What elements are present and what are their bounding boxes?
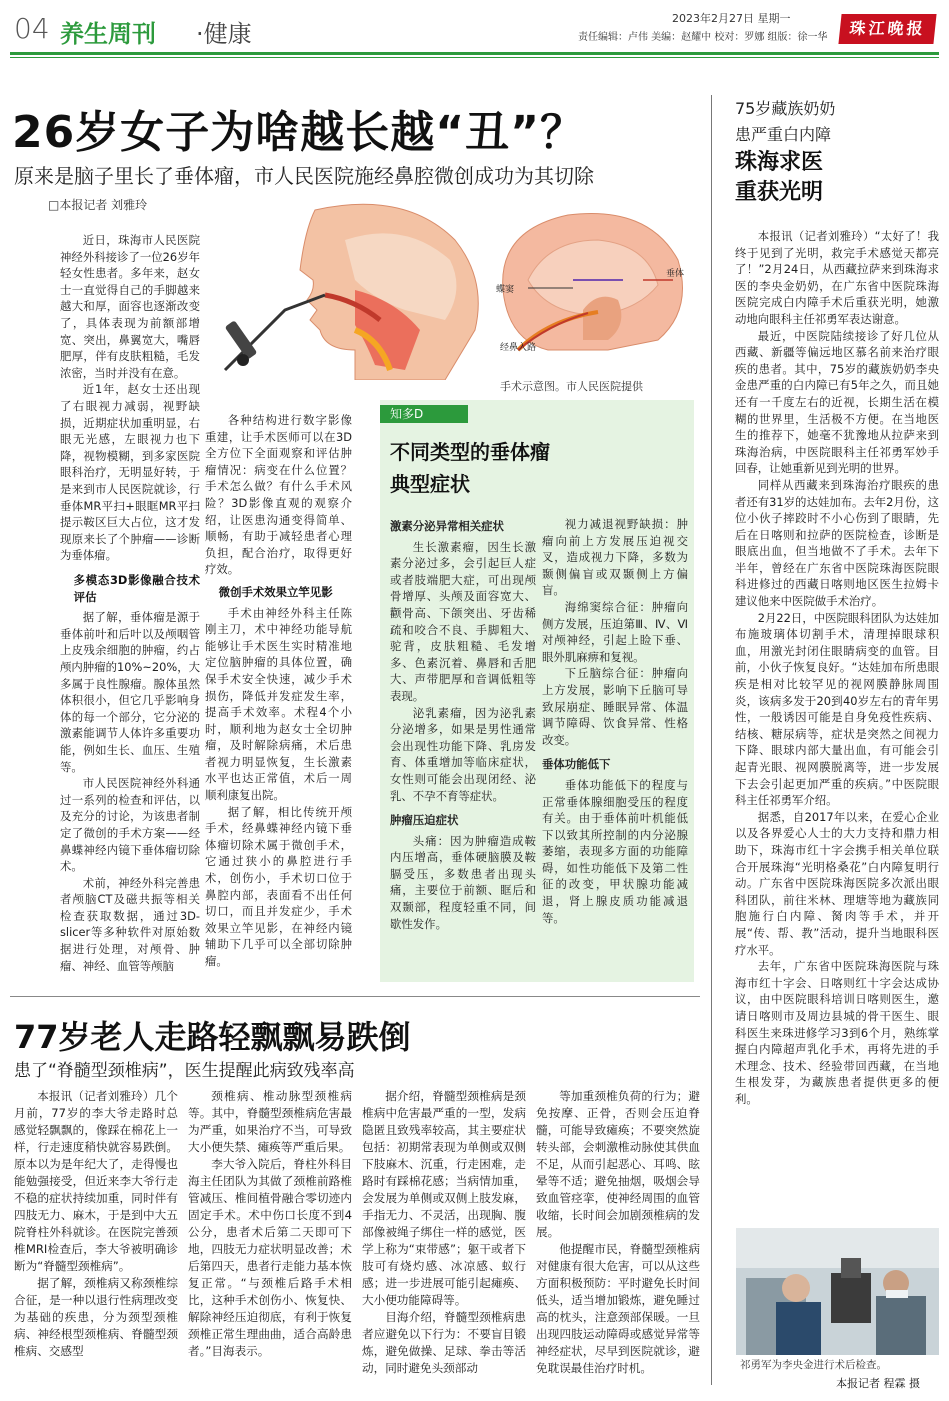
second-col1 [14, 1088, 178, 1388]
paragraph: 下丘脑综合征：肿瘤向上方发展，影响下丘脑可导致尿崩症、睡眠异常、体温调节障碍、饮食异常、性格改变。 [542, 666, 688, 747]
box-heading: 肿瘤压迫症状 [390, 813, 459, 828]
label-pituitary: 垂体 [666, 269, 685, 279]
box-title-line: 不同类型的垂体瘤 [390, 440, 550, 464]
paragraph: 据悉，自2017年以来，在爱心企业以及各界爱心人士的大力支持和鼎力相助下，珠海市红十字会携手相关单位联合开展珠海“光明格桑花”白内障复明行动。广东省中医院珠海医院多次派出眼科团队，前往米林、理塘等地为藏族同胞施行白内障、胬肉等手术，并开展“传、帮、教”活动，提升当地眼科医疗水平。 [735, 809, 939, 957]
nasal-surgery-illustration [205, 200, 488, 380]
paragraph: 泌乳素瘤，因为泌乳素分泌增多，如果是男性通常会出现性功能下降、乳房发育、体重增加等临床症状，女性则可能会出现闭经、泌乳、不孕不育等症状。 [390, 705, 536, 803]
box-heading: 激素分泌异常相关症状 [390, 519, 504, 533]
subsection-name: ·健康 [196, 20, 252, 48]
box-col2 [542, 516, 688, 976]
second-col3 [362, 1088, 526, 1388]
column-divider [711, 95, 712, 1385]
main-col1b [60, 566, 200, 976]
box-col1 [390, 516, 536, 976]
side-pre-line: 75岁藏族奶奶 [735, 99, 836, 118]
paragraph: 本报讯（记者刘雅玲）“太好了！我终于见到了光明，救完手术感觉天都亮了！”2月24日，从西藏拉萨来到珠海求医的李央金奶奶，在广东省中医院珠海医院完成白内障手术后重获光明，她激动地向眼科主任祁勇军表达谢意。 [735, 229, 939, 326]
illustration-caption: 手术示意图。市人民医院提供 [500, 380, 643, 393]
second-headline: 77岁老人走路轻飘飘易跌倒 [14, 1018, 411, 1056]
section-name: 养生周刊 [60, 20, 156, 48]
paragraph: 生长激素瘤，因生长激素分泌过多，会引起巨人症或者肢端肥大症，可出现颅骨增厚、头颅及面容宽大、颧骨高、下颌突出、牙齿稀疏和咬合不良、手脚粗大、驼背，皮肤粗糙、毛发增多、色素沉着、鼻唇和舌肥大、声带肥厚和音调低粗等表现。 [390, 539, 536, 703]
photo-credit: 本报记者 程霖 摄 [836, 1377, 920, 1390]
paragraph: 他提醒市民，脊髓型颈椎病对健康有很大危害，可以从这些方面积极预防：平时避免长时间低头，适当增加锻炼，避免睡过高的枕头，注意颈部保暖。一旦出现四肢运动障碍或感觉异常等神经症状，尽早到医院就诊，避免耽误最佳治疗时机。 [536, 1242, 700, 1375]
paragraph: 垂体功能低下的程度与正常垂体腺细胞受压的程度有关。由于垂体前叶机能低下以致其所控制的内分泌腺萎缩，表现多方面的功能障碍，如性功能低下及第二性征的改变，甲状腺功能减退，肾上腺皮质功能减退等。 [542, 777, 688, 925]
main-headline: 26岁女子为啥越长越“丑”？ [12, 107, 586, 158]
side-pre-line: 患严重白内障 [735, 125, 832, 144]
section-heading: 多模态3D影像融合技术评估 [73, 573, 200, 604]
paragraph: 各种结构进行数字影像重建，让手术医师可以在3D全方位下全面观察和评估肿瘤情况：病变在什么位置？手术怎么做？有什么手术风险？3D影像直观的观察介绍，让医患沟通变得简单、顺畅，有助于减轻患者心理负担，配合治疗，取得更好疗效。 [205, 413, 352, 577]
paragraph: 去年，广东省中医院珠海医院与珠海市红十字会、日喀则红十字会达成协议，由中医院眼科培训日喀则医生，邀请日喀则市及周边县城的骨干医生、眼科医生来珠进修学习3到6个月，熟练掌握白内障超声乳化手术，再将先进的手术理念、技术、经验带回西藏，在当地生根发芽，为藏族患者提供更多的便利。 [735, 959, 939, 1106]
header-rule [10, 52, 939, 55]
paragraph: 据了解，颈椎病又称颈椎综合征，是一种以退行性病理改变为基础的疾患，分为颈型颈椎病、神经根型颈椎病、脊髓型颈椎病、交感型 [14, 1276, 178, 1358]
paragraph: 据介绍，脊髓型颈椎病是颈椎病中危害最严重的一型，发病隐匿且致残率较高，其主要症状包括：初期常表现为单侧或双侧下肢麻木、沉重，行走困难，走路时有踩棉花感；当病情加重，会发展为单侧或双侧上肢发麻，手指无力、不灵活，出现胸、腹部像被绳子绑住一样的感觉，医学上称为“束带感”；躯干或者下肢可有烧灼感、冰凉感、蚁行感；进一步进展可能引起瘫痪、大小便功能障碍等。 [362, 1089, 526, 1307]
main-col1 [60, 232, 200, 592]
paragraph: 视力减退视野缺损：肿瘤向前上方发展压迫视交叉，造成视力下降，多数为颞侧偏盲或双颞侧上方偏盲。 [542, 517, 688, 598]
side-headline [735, 148, 823, 208]
article-separator [10, 996, 700, 997]
knowledge-box-tag: 知多D [380, 405, 468, 423]
section-heading: 微创手术效果立竿见影 [218, 584, 333, 599]
box-heading: 垂体功能低下 [542, 757, 611, 772]
paragraph: 海绵窦综合征：肿瘤向侧方发展，压迫第Ⅲ、Ⅳ、Ⅵ对颅神经，引起上睑下垂、眼外肌麻痹和复视。 [542, 599, 688, 664]
knowledge-box-title [390, 436, 550, 500]
main-col2 [205, 412, 352, 984]
paragraph: 本报讯（记者刘雅玲）几个月前，77岁的李大爷走路时总感觉轻飘飘的，像踩在棉花上一样，行走速度稍快就容易跌倒。原本以为是年纪大了，走得慢也能勉强接受，但近来李大爷行走不稳的症状持续加重，同时伴有四肢无力、麻木，于是到中大五院脊柱外科就诊。在医院完善颈椎MRI检查后，李大爷被明确诊断为“脊髓型颈椎病”。 [14, 1089, 178, 1273]
page-number: 04 [14, 12, 50, 45]
paragraph: 等加重颈椎负荷的行为；避免按摩、正骨，否则会压迫脊髓，可能导致瘫痪；不要突然旋转头部，会刺激椎动脉使其供血不足，从而引起恶心、耳鸣、眩晕等不适；避免抽烟，吸烟会导致血管痉挛，使神经周围的血管收缩，长时间会加剧颈椎病的发展。 [536, 1089, 700, 1239]
paragraph: 近1年，赵女士还出现了右眼视力减弱，视野缺损，近期症状加重明显，右眼无光感，左眼视力也下降，视物模糊，到多家医院眼科治疗，无明显好转，于是来到市人民医院就诊，行垂体MR平扫+眼眶MR平扫提示鞍区巨大占位，这才发现原来长了个肿瘤——诊断为垂体瘤。 [60, 382, 200, 563]
label-sphenoid: 蝶窦 [496, 285, 515, 295]
label-approach: 经鼻入路 [500, 343, 537, 353]
paragraph: 手术由神经外科主任陈刚主刀，术中神经功能导航能够让手术医生实时精准地定位脑肿瘤的具体位置，确保手术安全快速，减少手术损伤，降低并发症发生率，提高手术效率。术程4个小时，顺利地为赵女士全切肿瘤，及时解除病痛，术后患者视力明显恢复，生长激素水平也达正常值，术后一周顺利康复出院。 [205, 605, 352, 803]
paragraph: 术前，神经外科完善患者颅脑CT及磁共振等相关检查获取数据，通过3D-slicer等多种软件对原始数据进行处理，对颅骨、肿瘤、神经、血管等颅脑 [60, 875, 200, 973]
box-title-line: 典型症状 [390, 472, 470, 496]
paragraph: 李大爷入院后，脊柱外科目海主任团队为其做了颈椎前路椎管减压、椎间植骨融合零切迹内固定手术。术中伤口长度不到4公分，患者术后第二天即可下地，四肢无力症状明显改善；术后第四天，患者行走能力基本恢复正常。“与颈椎后路手术相比，这种手术创伤小、恢复快、解除神经压迫彻底，有利于恢复颈椎正常生理曲曲，适合高龄患者。”目海表示。 [188, 1157, 352, 1358]
side-title-line: 重获光明 [735, 180, 824, 205]
paragraph: 颈椎病、椎动脉型颈椎病等。其中，脊髓型颈椎病危害最为严重，如果治疗不当，可导致大小便失禁、瘫痪等严重后果。 [188, 1089, 352, 1154]
side-body [735, 228, 939, 1222]
main-subheadline: 原来是脑子里长了垂体瘤，市人民医院施经鼻腔微创成功为其切除 [14, 164, 594, 188]
paragraph: 同样从西藏来到珠海治疗眼疾的患者还有31岁的达娃加布。去年2月份，这位小伙子摔跤时不小心伤到了眼睛，先后在日喀则和拉萨的医院检查，诊断是眼底出血，但当地做不了手术。去年下半年，曾经在广东省中医院珠海医院眼科进修过的西藏日喀则地区医生拉姆卡建议他来中医院做手术治疗。 [735, 477, 939, 609]
issue-date: 2023年2月27日 星期一 [672, 12, 791, 25]
paragraph: 据了解，垂体瘤是源于垂体前叶和后叶以及颅咽管上皮残余细胞的肿瘤，约占颅内肿瘤的10%~20%，大多属于良性腺瘤。腺体虽然体积很小，但它几乎影响身体的每一个部分，它分泌的激素能调节人体许多重要功能，例如生长、血压、生殖等。 [60, 610, 200, 774]
paragraph: 最近，中医院陆续接诊了好几位从西藏、新疆等偏远地区慕名前来治疗眼疾的患者。其中，75岁的藏族奶奶李央金患严重的白内障已有5年之久，而且她还有一千度左右的近视，长期生活在模糊的世界里，生活极不方便。在当地医生的推荐下，她毫不犹豫地从拉萨来到珠海治病，中医院眼科主任祁勇军妙手回春，让她重新见到光明的世界。 [735, 328, 939, 476]
paragraph: 近日，珠海市人民医院神经外科接诊了一位26岁年轻女性患者。多年来，赵女士一直觉得自己的手脚越来越大和厚，面容也逐渐改变了，具体表现为前额部增宽、突出，鼻翼宽大，嘴唇肥厚，伴有皮肤粗糙，毛发浓密，当时并没有在意。 [60, 233, 200, 380]
paragraph: 据了解，相比传统开颅手术，经鼻蝶神经内镜下垂体瘤切除术属于微创手术，它通过狭小的鼻腔进行手术，创伤小，手术切口位于鼻腔内部，表面看不出任何切口，而且并发症少，手术效果立竿见影，在神经内镜辅助下几乎可以全部切除肿瘤。 [205, 804, 352, 968]
second-subheadline: 患了“脊髓型颈椎病”，医生提醒此病致残率高 [14, 1061, 355, 1081]
second-col4 [536, 1088, 700, 1388]
side-title-line: 珠海求医 [735, 150, 824, 175]
main-byline: □本报记者 刘雅玲 [48, 198, 148, 212]
paragraph: 2月22日，中医院眼科团队为达娃加布施玻璃体切割手术，清理掉眼球积血，用激光封闭住眼睛病变的血管。目前，小伙子恢复良好。“达娃加布所患眼疾是相对比较罕见的视网膜静脉周围炎，该病多发于20到40岁左右的青年男性，一般诱因可能是自身免疫性疾病、结核、糖尿病等，症状是突然之间视力下降、眼球内部大量出血，有可能会引起青光眼、视网膜脱离等，进一步发展下去会引起更加严重的疾病。”中医院眼科主任祁勇军介绍。 [735, 610, 939, 808]
paragraph: 头痛：因为肿瘤造成鞍内压增高，垂体硬脑膜及鞍膈受压，多数患者出现头痛，主要位于前额、眶后和双颞部，程度轻重不同，间歇性发作。 [390, 833, 536, 931]
editor-credits: 责任编辑：卢伟 美编：赵耀中 校对：罗娜 组版：徐一华 [578, 32, 828, 43]
eye-exam-photo [736, 1228, 939, 1355]
side-pre-title [735, 96, 835, 148]
header-rule-thin [10, 57, 939, 58]
photo-caption: 祁勇军为李央金进行术后检查。 [740, 1359, 887, 1371]
paragraph: 市人民医院神经外科通过一系列的检查和评估，以及充分的讨论，为该患者制定了微创的手术方案——经鼻蝶神经内镜下垂体瘤切除术。 [60, 776, 200, 874]
paragraph: 目海介绍，脊髓型颈椎病患者应避免以下行为：不要盲目锻炼，避免做操、足球、拳击等活动，同时避免头颈部动 [362, 1310, 526, 1375]
brain-anatomy-illustration [488, 200, 694, 380]
second-col2 [188, 1088, 352, 1388]
newspaper-logo: 珠江晚报 [838, 14, 936, 44]
